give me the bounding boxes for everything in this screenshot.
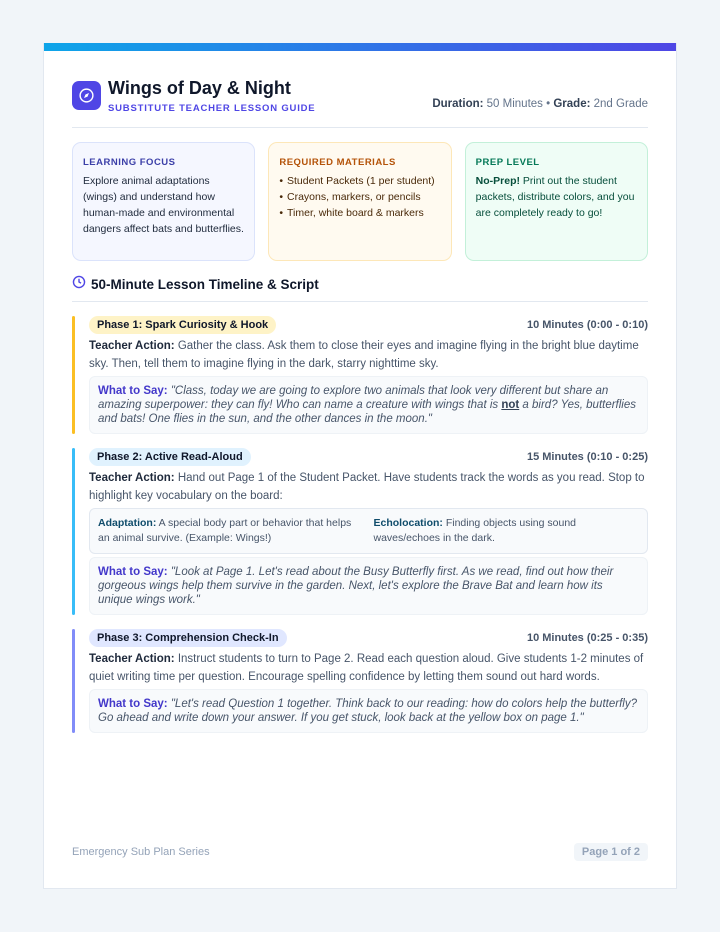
say-text: "Look at Page 1. Let's read about the Busy Butterfly first. As we read, find out how their gorgeous wings help them survive in the garden. Next, let's explore the Brave Bat and learn how its unique wings work." (98, 566, 614, 606)
phase-3 (72, 629, 648, 733)
accent-bar (44, 43, 676, 51)
vocab-term: Adaptation: (98, 517, 157, 529)
learning-focus-card (72, 142, 255, 261)
brand (72, 77, 315, 114)
vocab-term: Echolocation: (373, 517, 443, 529)
what-to-say (89, 689, 648, 733)
what-to-say (89, 557, 648, 615)
card-label: LEARNING FOCUS (83, 157, 176, 168)
materials-list (279, 173, 440, 221)
duration-label: Duration: (432, 98, 484, 110)
phase-1 (72, 316, 648, 434)
card-text (476, 173, 637, 221)
list-item: • Timer, white board & markers (279, 205, 440, 221)
page-number-badge: Page 1 of 2 (574, 843, 648, 861)
action-label: Teacher Action: (89, 472, 175, 484)
phase-duration: 10 Minutes (0:00 - 0:10) (526, 319, 648, 331)
teacher-action (89, 650, 648, 686)
timeline-title: 50-Minute Lesson Timeline & Script (91, 277, 319, 292)
phase-header (89, 316, 648, 334)
duration-value: 50 Minutes (486, 98, 543, 110)
page-header (72, 51, 648, 128)
info-cards (72, 142, 648, 261)
what-to-say (89, 376, 648, 434)
say-text: "Let's read Question 1 together. Think back to our reading: how do colors help the butterfly? Go ahead and write down your answer. If you get stuck, look back at the yellow box on page 1." (98, 698, 637, 724)
action-text: Instruct students to turn to Page 2. Read each question aloud. Give students 1-2 minutes of quiet writing time per question. Encourage spelling confidence by letting them sound out hard words. (89, 653, 644, 683)
lesson-page (43, 43, 677, 889)
say-text: a bird? Yes, butterflies and bats! One flies in the sun, and the other dances in the moon." (98, 399, 637, 425)
prep-text: Print out the student packets, distribute colors, and you are completely ready to go! (475, 175, 635, 219)
say-text: "Class, today we are going to explore two animals that look very different but share an amazing superpower: they can fly! Who can name a creature with wings that is (98, 385, 609, 411)
phase-header (89, 629, 648, 647)
teacher-action (89, 469, 648, 505)
lesson-meta (432, 98, 648, 110)
vocab-def: Finding objects using sound waves/echoes in the dark. (373, 517, 577, 544)
phase-duration: 15 Minutes (0:10 - 0:25) (526, 451, 648, 463)
prep-level-card (465, 142, 648, 261)
grade-label: Grade: (553, 98, 591, 110)
prep-lead: No-Prep! (475, 175, 520, 187)
card-text: Explore animal adaptations (wings) and understand how human-made and environmental dangers affect bats and butterflies. (83, 175, 244, 235)
meta-separator: • (546, 98, 551, 110)
phase-2 (72, 448, 648, 615)
phase-accent-bar (72, 316, 75, 434)
phase-duration: 10 Minutes (0:25 - 0:35) (526, 632, 648, 644)
series-name: Emergency Sub Plan Series (72, 846, 210, 858)
action-label: Teacher Action: (89, 340, 175, 352)
say-label: What to Say: (98, 385, 168, 397)
action-text: Hand out Page 1 of the Student Packet. Have students track the words as you read. Stop to highlight key vocabulary on the board: (89, 472, 645, 502)
vocab-def: A special body part or behavior that helps an animal survive. (Example: Wings!) (98, 517, 352, 544)
action-text: Gather the class. Ask them to close their eyes and imagine flying in the bright blue daytime sky. Then, tell them to imagine flying in the dark, starry nighttime sky. (89, 340, 639, 370)
phase-title: Phase 1: Spark Curiosity & Hook (89, 316, 276, 334)
phase-accent-bar (72, 629, 75, 733)
grade-value: 2nd Grade (593, 98, 648, 110)
compass-icon (72, 81, 101, 110)
vocab-item (374, 516, 640, 546)
card-label: PREP LEVEL (475, 157, 540, 168)
list-item: • Student Packets (1 per student) (279, 173, 440, 189)
materials-card (268, 142, 451, 261)
say-label: What to Say: (98, 566, 168, 578)
page-title: Wings of Day & Night (108, 78, 291, 98)
card-label: REQUIRED MATERIALS (279, 157, 396, 168)
vocab-item (98, 516, 364, 546)
clock-icon (72, 275, 86, 294)
action-label: Teacher Action: (89, 653, 175, 665)
say-emphasis: not (501, 399, 520, 411)
phase-title: Phase 2: Active Read-Aloud (89, 448, 251, 466)
page-footer (72, 843, 648, 861)
phase-header (89, 448, 648, 466)
say-label: What to Say: (98, 698, 168, 710)
page-subtitle: SUBSTITUTE TEACHER LESSON GUIDE (108, 103, 316, 114)
phase-title: Phase 3: Comprehension Check-In (89, 629, 287, 647)
teacher-action (89, 337, 648, 373)
phase-accent-bar (72, 448, 75, 615)
vocabulary-box (89, 508, 648, 554)
list-item: • Crayons, markers, or pencils (279, 189, 440, 205)
timeline-header (72, 275, 648, 302)
